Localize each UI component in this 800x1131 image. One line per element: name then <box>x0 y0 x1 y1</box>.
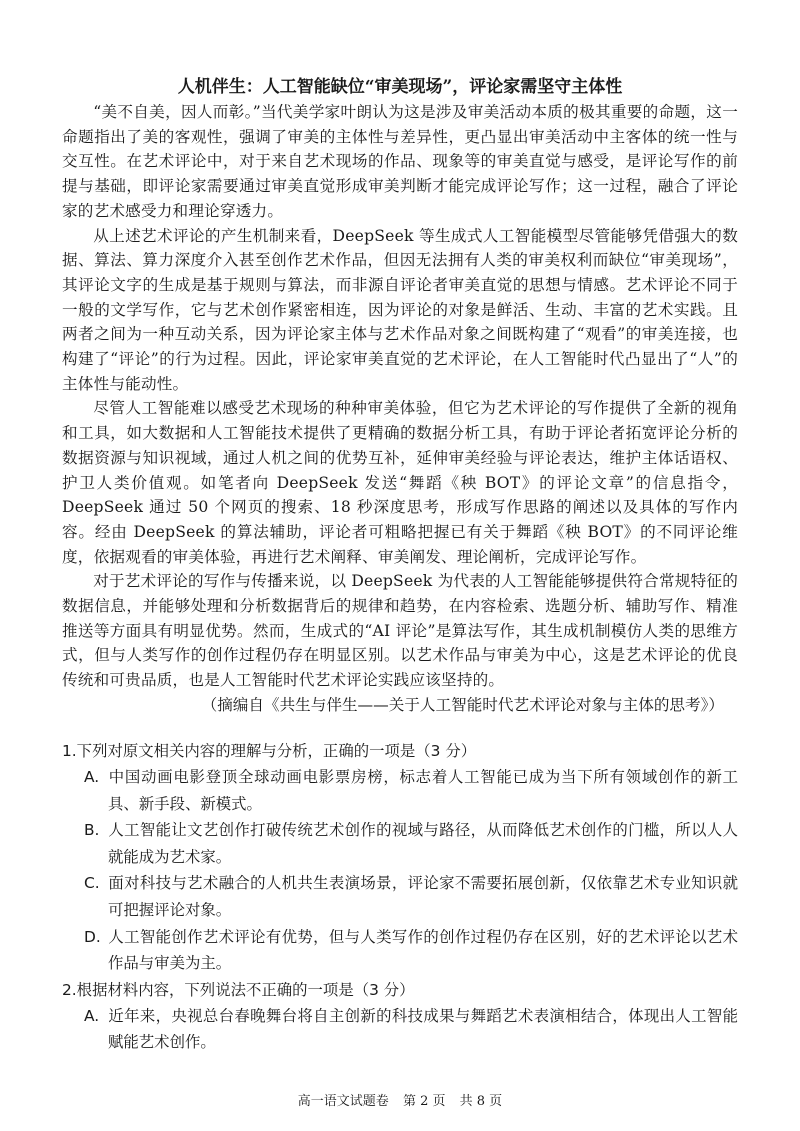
question-1 <box>62 738 738 977</box>
passage-paragraph-4: 对于艺术评论的写作与传播来说，以 DeepSeek 为代表的人工智能能够提供符合常规特征的数据信息，并能够处理和分析数据背后的规律和趋势，在内容检索、选题分析、辅助写作、精准推送等方面具有明显优势。然而，生成式的“AI 评论”是算法写作，其生成机制模仿人类的思维方式，但与人类写作的创作过程仍存在明显区别。以艺术作品与审美为中心，这是艺术评论的优良传统和可贵品质，也是人工智能时代艺术评论实践应该坚持的。 <box>62 572 738 690</box>
option-c <box>84 870 738 923</box>
option-b <box>84 817 738 870</box>
option-d <box>84 924 738 977</box>
exam-name: 高一语文试题卷 <box>297 1094 389 1109</box>
page-footer <box>0 1090 800 1109</box>
option-letter: D. <box>84 927 101 946</box>
option-text: 人工智能让文艺创作打破传统艺术创作的视域与路径，从而降低艺术创作的门槛，所以人人就能成为艺术家。 <box>108 821 738 866</box>
option-text: 近年来，央视总台春晚舞台将自主创新的科技成果与舞蹈艺术表演相结合，体现出人工智能赋能艺术创作。 <box>108 1006 738 1052</box>
article-title: 人机伴生：人工智能缺位“审美现场”，评论家需坚守主体性 <box>177 77 623 97</box>
option-text: 面对科技与艺术融合的人机共生表演场景，评论家不需要拓展创新，仅依靠艺术专业知识就可把握评论对象。 <box>108 874 738 919</box>
option-letter: B. <box>84 821 100 840</box>
reading-passage <box>62 100 738 718</box>
option-letter: C. <box>84 874 100 893</box>
option-a <box>84 764 738 817</box>
page-total: 共 8 页 <box>459 1094 503 1109</box>
question-2 <box>62 977 738 1056</box>
option-a <box>84 1003 738 1056</box>
question-stem: 2.根据材料内容，下列说法不正确的一项是（3 分） <box>62 980 415 999</box>
option-text: 中国动画电影登顶全球动画电影票房榜，标志着人工智能已成为当下所有领域创作的新工具、新手段、新模式。 <box>108 768 738 813</box>
option-letter: A. <box>84 768 100 786</box>
passage-paragraph-2: 从上述艺术评论的产生机制来看，DeepSeek 等生成式人工智能模型尽管能够凭借强大的数据、算法、算力深度介入甚至创作艺术作品，但因无法拥有人类的审美权利而缺位“审美现场”，其评论文字的生成是基于规则与算法，而非源自评论者审美直觉的思想与情感。艺术评论不同于一般的文学写作，它与艺术创作紧密相连，因为评论的对象是鲜活、生动、丰富的艺术实践。且两者之间为一种互动关系，因为评论家主体与艺术作品对象之间既构建了“观看”的审美连接，也构建了“评论”的行为过程。因此，评论家审美直觉的艺术评论，在人工智能时代凸显出了“人”的主体性与能动性。 <box>62 226 738 393</box>
passage-paragraph-3: 尽管人工智能难以感受艺术现场的种种审美体验，但它为艺术评论的写作提供了全新的视角和工具，如大数据和人工智能技术提供了更精确的数据分析工具，有助于评论者拓宽评论分析的数据资源与知识视域，通过人机之间的优势互补，延伸审美经验与评论表达，维护主体话语权、护卫人类价值观。如笔者向 DeepSeek 发送“舞蹈《秧 BOT》的评论文章”的信息指令，DeepSeek 通过 50 个网页的搜索、18 秒深度思考，形成写作思路的阐述以及具体的写作内容。经由 DeepSeek 的算法辅助，评论者可粗略把握已有关于舞蹈《秧 BOT》的不同评论维度，依据观看的审美体验，再进行艺术阐释、审美阐发、理论阐析，完成评论写作。 <box>62 399 738 566</box>
question-stem: 1.下列对原文相关内容的理解与分析，正确的一项是（3 分） <box>62 742 477 760</box>
passage-paragraph-1: “美不自美，因人而彰。”当代美学家叶朗认为这是涉及审美活动本质的极其重要的命题，这一命题指出了美的客观性，强调了审美的主体性与差异性，更凸显出审美活动中主客体的统一性与交互性。在艺术评论中，对于来自艺术现场的作品、现象等的审美直觉与感受，是评论写作的前提与基础，即评论家需要通过审美直觉形成审美判断才能完成评论写作；这一过程，融合了评论家的艺术感受力和理论穿透力。 <box>62 103 738 220</box>
page-number: 第 2 页 <box>402 1094 446 1109</box>
option-text: 人工智能创作艺术评论有优势，但与人类写作的创作过程仍存在区别，好的艺术评论以艺术作品与审美为主。 <box>108 927 738 973</box>
source-citation: （摘编自《共生与伴生——关于人工智能时代艺术评论对象与主体的思考》） <box>201 695 724 714</box>
question-list <box>62 738 738 1056</box>
option-letter: A. <box>84 1006 100 1025</box>
